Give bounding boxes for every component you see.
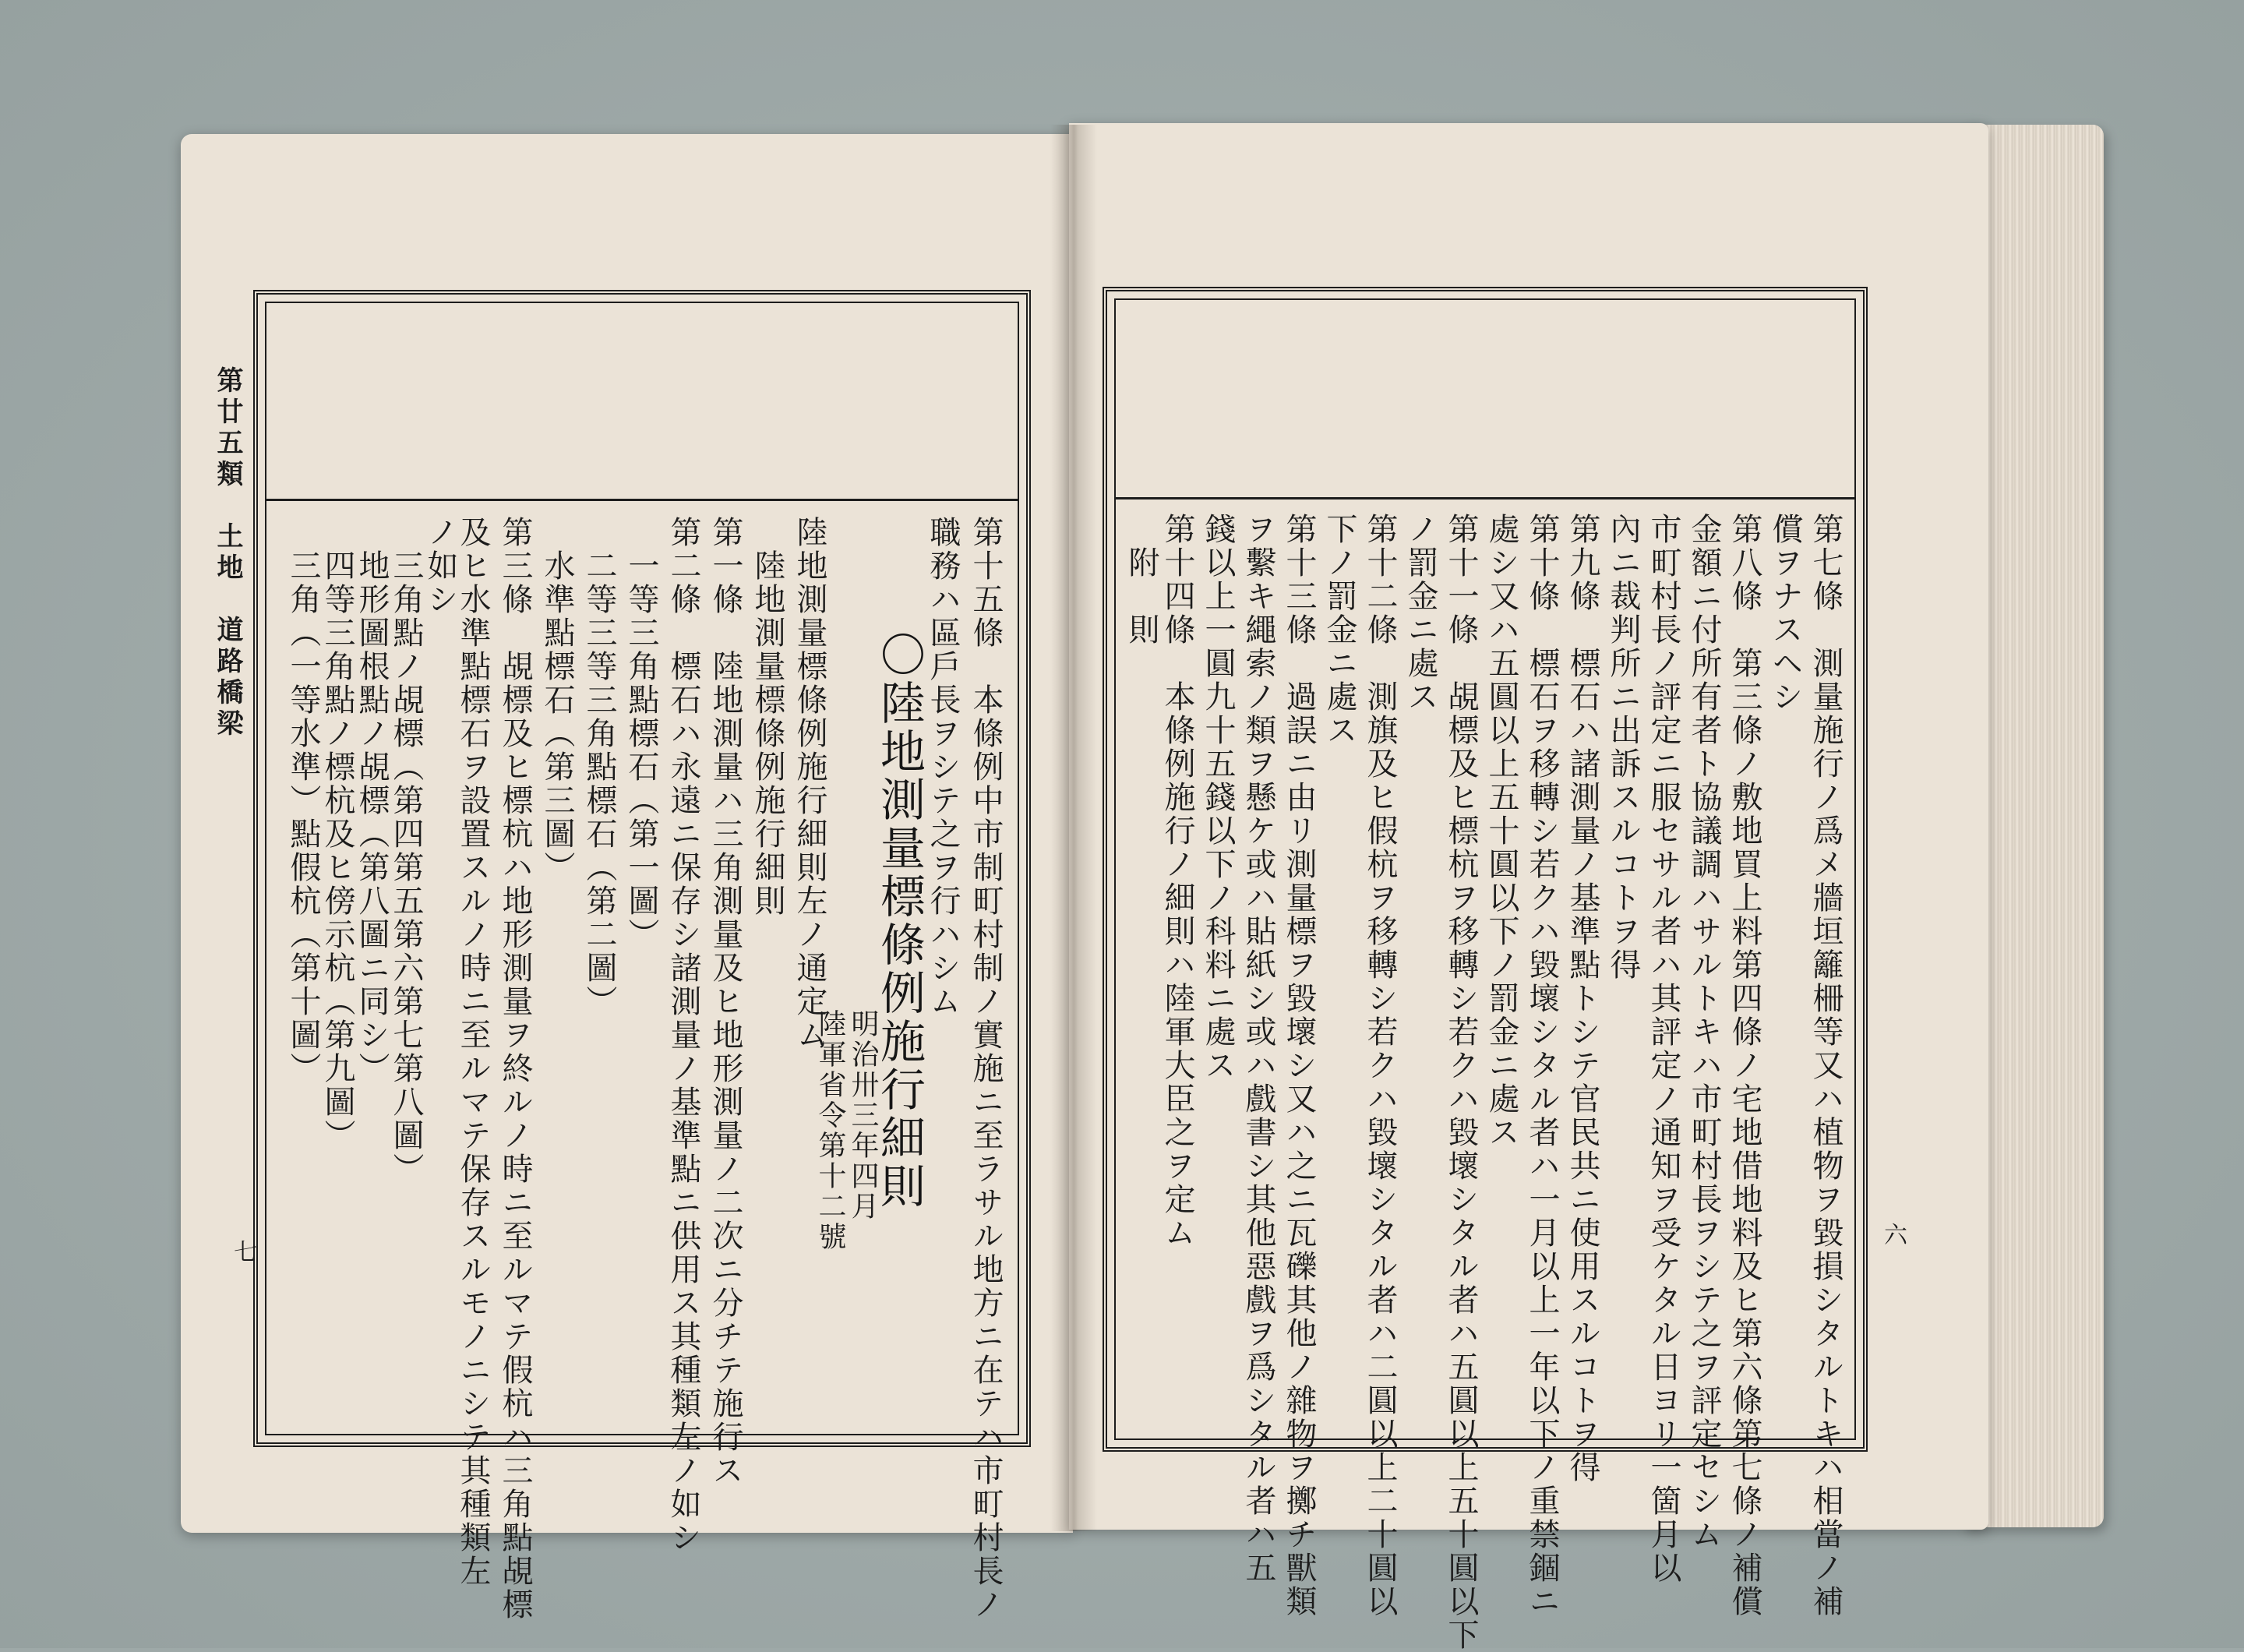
left-col-5: 陸地測量標條例施行細則 — [750, 516, 785, 918]
right-col-5: 市町村長ノ評定ニ服セサル者ハ其評定ノ通知ヲ受ケタル日ヨリ一箇月以 — [1646, 513, 1681, 1585]
right-col-7: 第九條 標石ハ諸測量ノ基準點トシテ官民共ニ使用スルコトヲ得 — [1565, 513, 1600, 1484]
left-header-rule — [265, 499, 1019, 501]
right-col-3: 第八條 第三條ノ敷地買上料第四條ノ宅地借地料及ヒ第六條第七條ノ補償 — [1727, 513, 1762, 1618]
left-col-11: 第三條 覘標及ヒ標杭ハ地形測量ヲ終ルノ時ニ至ルマテ假杭ハ三角點覘標 — [497, 516, 533, 1622]
title-date: 明治卅三年四月 — [847, 1009, 879, 1222]
left-col-13: ノ如シ — [422, 516, 458, 616]
left-page-number: 七 — [234, 1239, 257, 1266]
right-col-18: 附 則 — [1124, 513, 1159, 647]
left-col-17: 三角（一等水準）點假杭（第十圖） — [285, 516, 321, 1085]
left-col-6: 第一條 陸地測量ハ三角測量及ヒ地形測量ノ二次ニ分チテ施行ス — [707, 516, 743, 1488]
title-ordinance: 陸軍省令第十二號 — [814, 1009, 846, 1252]
right-col-15: ヲ繫キ繩索ノ類ヲ懸ケ或ハ貼紙シ或ハ戲書シ其他惡戲ヲ爲シタル者ハ五 — [1240, 513, 1276, 1585]
right-col-8: 第十條 標石ヲ移轉シ若クハ毀壞シタル者ハ一月以上一年以下ノ重禁錮ニ — [1524, 513, 1560, 1618]
right-header-rule — [1114, 497, 1856, 499]
left-col-9: 二等三等三角點標石（第二圖） — [581, 516, 617, 1018]
left-col-14: 三角點ノ覘標（第四第五第六第七第八圖） — [388, 516, 424, 1186]
left-col-2: 職務ハ區戶長ヲシテ之ヲ行ハシム — [925, 516, 961, 1018]
right-col-13: 下ノ罰金ニ處ス — [1321, 513, 1357, 747]
left-col-15: 地形圖根點ノ覘標（第八圖ニ同シ） — [354, 516, 390, 1085]
right-col-12: 第十二條 測旗及ヒ假杭ヲ移轉シ若クハ毀壞シタル者ハ二圓以上二十圓以 — [1362, 513, 1398, 1618]
left-col-16: 四等三角點ノ標杭及ヒ傍示杭（第九圖） — [319, 516, 355, 1153]
left-col-10: 水準點標石（第三圖） — [539, 516, 575, 884]
right-col-4: 金額ニ付所有者ト協議調ハサルトキハ市町村長ヲシテ之ヲ評定セシム — [1686, 513, 1722, 1551]
right-col-6: 內ニ裁判所ニ出訴スルコトヲ得 — [1605, 513, 1641, 982]
right-col-17: 第十四條 本條例施行ノ細則ハ陸軍大臣之ヲ定ム — [1159, 513, 1195, 1250]
right-col-14: 第十三條 過誤ニ由リ測量標ヲ毀壞シ又ハ之ニ瓦礫其他ノ雜物ヲ擲チ獸類 — [1281, 513, 1317, 1618]
book-gutter — [1050, 125, 1097, 1531]
left-col-1: 第十五條 本條例中市制町村制ノ實施ニ至ラサル地方ニ在テハ市町村長ノ — [968, 516, 1004, 1622]
right-col-16: 錢以上一圓九十五錢以下ノ科料ニ處ス — [1200, 513, 1236, 1082]
right-col-2: 償ヲナスヘシ — [1767, 513, 1803, 714]
left-col-7: 第二條 標石ハ永遠ニ保存シ諸測量ノ基準點ニ供用ス其種類左ノ如シ — [665, 516, 701, 1555]
right-col-9: 處シ又ハ五圓以上五十圓以下ノ罰金ニ處ス — [1484, 513, 1519, 1149]
right-col-10: 第十一條 覘標及ヒ標杭ヲ移轉シ若クハ毀壞シタル者ハ五圓以上五十圓以下 — [1443, 513, 1479, 1652]
right-page-number: 六 — [1884, 1222, 1907, 1249]
document-title: 〇陸地測量標條例施行細則 — [873, 631, 926, 1211]
right-col-11: ノ罰金ニ處ス — [1402, 513, 1438, 714]
right-col-1: 第七條 測量施行ノ爲メ牆垣籬柵等又ハ植物ヲ毀損シタルトキハ相當ノ補 — [1808, 513, 1844, 1618]
left-col-4: 陸地測量標條例施行細則左ノ通定ム — [792, 516, 827, 1052]
left-col-12: 及ヒ水準點標石ヲ設置スルノ時ニ至ルマテ保存スルモノニシテ其種類左 — [455, 516, 491, 1588]
left-col-8: 一等三角點標石（第一圖） — [623, 516, 659, 951]
left-running-head: 第廿五類 土地 道路橋梁 — [212, 366, 243, 740]
